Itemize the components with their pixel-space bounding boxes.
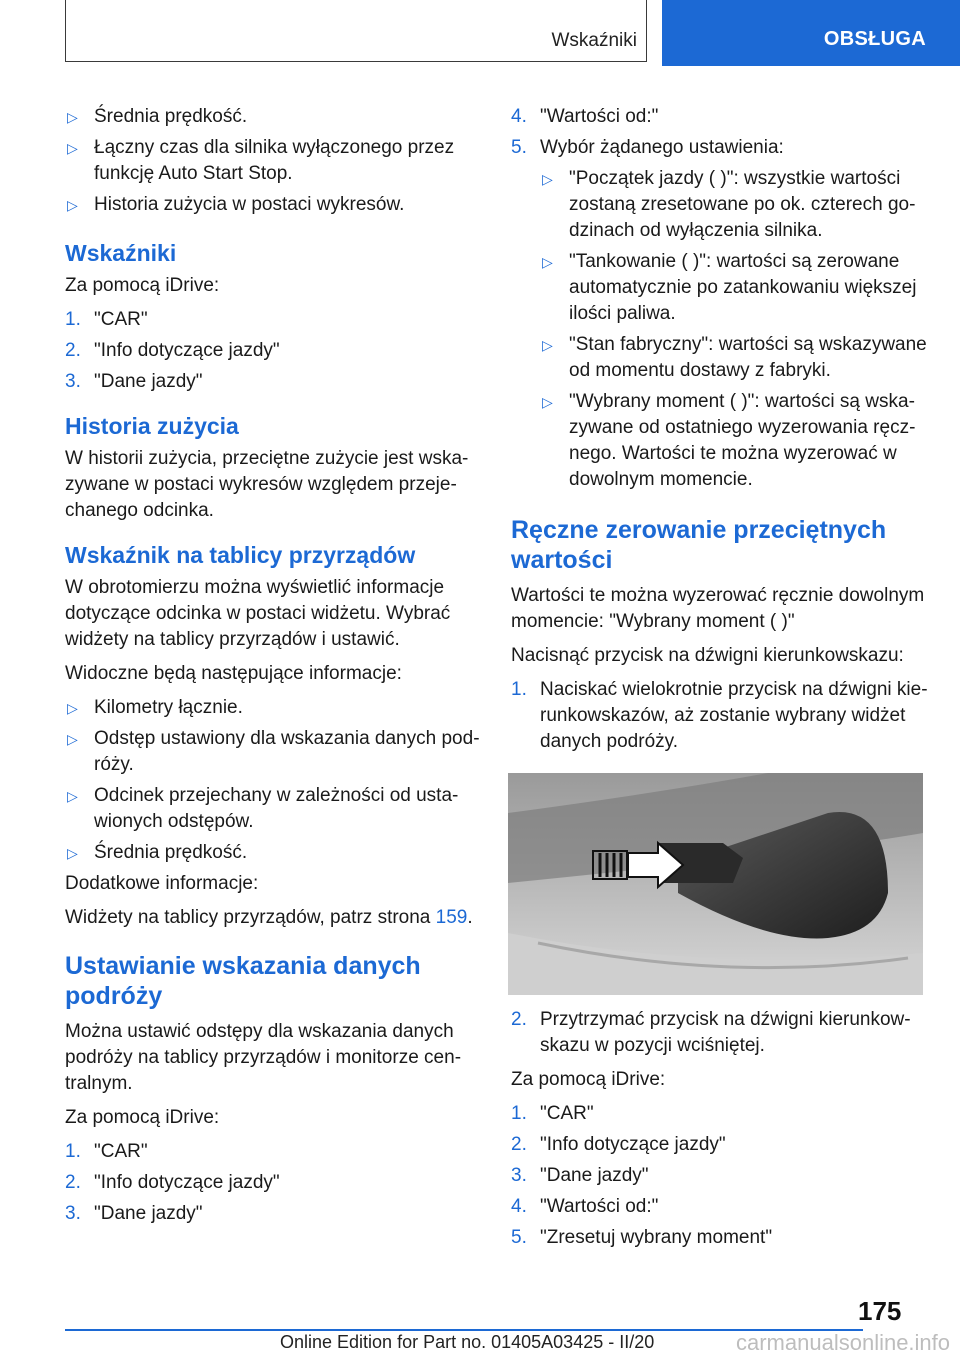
list-item: ▷ "Stan fabryczny": wartości są wskazywane od momentu dostawy z fabryki. xyxy=(542,334,927,381)
paragraph: Wartości te można wyzerować ręcznie dowolnym momencie: "Wybrany moment ( )" xyxy=(511,585,925,632)
left-column xyxy=(65,104,481,1232)
list-item: 1. "CAR" xyxy=(511,1103,594,1124)
paragraph: Można ustawić odstępy dla wskazania danych podróży na tablicy przyrządów i monitorze centralnym. xyxy=(65,1021,462,1094)
heading-ustawianie: Ustawianie wskazania danych podróży xyxy=(65,952,421,1010)
triangle-bullet-icon: ▷ xyxy=(67,731,78,747)
header-section-title: Wskaźniki xyxy=(551,30,637,51)
list-item: ▷ "Początek jazdy ( )": wszystkie wartości zostaną zresetowane po ok. czterech godzinach od wyłączenia silnika. xyxy=(542,168,916,241)
list-item: 3. "Dane jazdy" xyxy=(65,1203,203,1224)
triangle-bullet-icon: ▷ xyxy=(542,254,553,270)
triangle-bullet-icon: ▷ xyxy=(67,197,78,213)
list-item: 4. "Wartości od:" xyxy=(511,106,659,127)
header-chapter-tab[interactable] xyxy=(662,0,960,66)
list-item: ▷ Średnia prędkość. xyxy=(65,104,481,130)
list-item: ▷ Średnia prędkość. xyxy=(65,840,481,866)
page-link[interactable]: 159 xyxy=(435,907,468,928)
list-item: ▷ "Wybrany moment ( )": wartości są wskazywane od ostatniego wyzerowania ręcznego. Wartości te można wyzerować w dowolnym momencie. xyxy=(542,391,916,490)
list-item: 2. "Info dotyczące jazdy" xyxy=(65,1172,280,1193)
list-item: 2. "Info dotyczące jazdy" xyxy=(65,340,280,361)
right-column xyxy=(511,104,931,1256)
list-item: 2. "Info dotyczące jazdy" xyxy=(511,1134,726,1155)
list-item: ▷ Łączny czas dla silnika wyłączonego przez funkcję Auto Start Stop. xyxy=(67,137,455,184)
cross-reference: Widżety na tablicy przyrządów, patrz strona 159. xyxy=(65,907,473,928)
list-item: ▷ Kilometry łącznie. xyxy=(65,695,481,721)
page-number: 175 xyxy=(858,1296,902,1326)
triangle-bullet-icon: ▷ xyxy=(542,337,553,353)
triangle-bullet-icon: ▷ xyxy=(67,788,78,804)
watermark: carmanualsonline.info xyxy=(736,1330,951,1355)
triangle-bullet-icon: ▷ xyxy=(67,845,78,861)
paragraph: Za pomocą iDrive: xyxy=(65,275,220,296)
list-item: 5. "Zresetuj wybrany moment" xyxy=(511,1227,773,1248)
paragraph: Dodatkowe informacje: xyxy=(65,873,259,894)
triangle-bullet-icon: ▷ xyxy=(67,109,78,125)
paragraph: Za pomocą iDrive: xyxy=(511,1069,666,1090)
turn-signal-lever-illustration xyxy=(508,773,923,995)
paragraph: Widoczne będą następujące informacje: xyxy=(65,663,402,684)
list-item: ▷ Odstęp ustawiony dla wskazania danych podróży. xyxy=(67,728,480,775)
list-item: 2. Przytrzymać przycisk na dźwigni kierunkowskazu w pozycji wciśniętej. xyxy=(511,1009,911,1056)
list-item: 1. "CAR" xyxy=(65,1141,148,1162)
footer-edition: Online Edition for Part no. 01405A03425 - II/20 xyxy=(280,1332,655,1352)
triangle-bullet-icon: ▷ xyxy=(67,700,78,716)
header-chapter-label: OBSŁUGA xyxy=(823,28,926,50)
list-item: ▷ Historia zużycia w postaci wykresów. xyxy=(65,192,481,218)
list-item: 3. "Dane jazdy" xyxy=(65,371,203,392)
list-item: ▷ Odcinek przejechany w zależności od ustawionych odstępów. xyxy=(67,785,459,832)
heading-historia: Historia zużycia xyxy=(65,413,239,439)
triangle-bullet-icon: ▷ xyxy=(67,140,78,156)
list-item: 3. "Dane jazdy" xyxy=(511,1165,649,1186)
paragraph: W historii zużycia, przeciętne zużycie jest wskazywane w postaci wykresów względem przejechanego odcinka. xyxy=(65,448,469,521)
list-item: 4. "Wartości od:" xyxy=(511,1196,659,1217)
paragraph: Nacisnąć przycisk na dźwigni kierunkowskazu: xyxy=(511,645,904,666)
list-item: 5. Wybór żądanego ustawienia: xyxy=(511,137,784,158)
paragraph: W obrotomierzu można wyświetlić informacje dotyczące odcinka w postaci widżetu. Wybrać widżety na tablicy przyrządów i ustawić. xyxy=(65,577,451,650)
heading-tablica: Wskaźnik na tablicy przyrządów xyxy=(65,542,416,568)
list-item: 1. Naciskać wielokrotnie przycisk na dźwigni kierunkowskazów, aż zostanie wybrany widżet danych podróży. xyxy=(511,679,928,752)
triangle-bullet-icon: ▷ xyxy=(542,394,553,410)
list-item: ▷ "Tankowanie ( )": wartości są zerowane automatycznie po zatankowaniu większej ilości paliwa. xyxy=(542,251,917,324)
heading-reczne-zerowanie: Ręczne zerowanie przeciętnych wartości xyxy=(511,516,887,574)
paragraph: Za pomocą iDrive: xyxy=(65,1107,220,1128)
heading-wskazniki: Wskaźniki xyxy=(65,240,177,266)
triangle-bullet-icon: ▷ xyxy=(542,171,553,187)
list-item: 1. "CAR" xyxy=(65,309,148,330)
